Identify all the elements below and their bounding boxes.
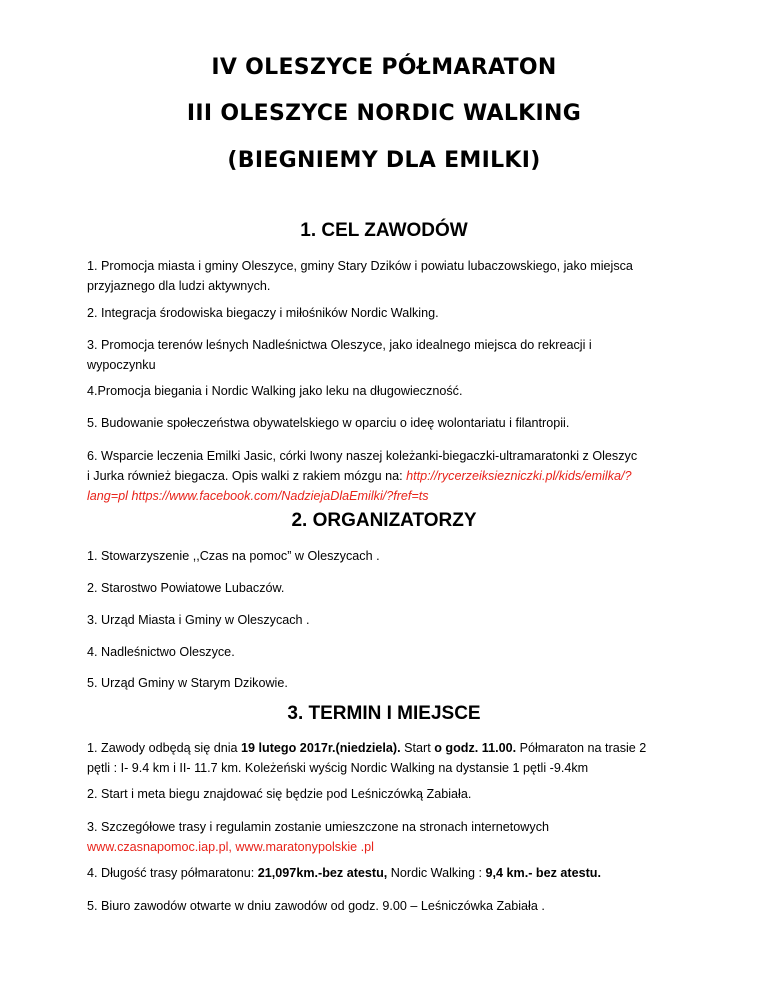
cel-item-4: 4.Promocja biegania i Nordic Walking jako leku na długowieczność. [87,384,463,398]
termin-item-4 [87,863,687,883]
cel-item-6 [87,446,687,506]
heading-organizatorzy: 2. ORGANIZATORZY [291,510,477,531]
cel-item-2: 2. Integracja środowiska biegaczy i miłośników Nordic Walking. [87,306,439,320]
termin-item-1-a: 1. Zawody odbędą się dnia [87,741,242,755]
cel-item-1-line1: 1. Promocja miasta i gminy Oleszyce, gminy Stary Dzików i powiatu lubaczowskiego, jako miejsca [87,259,633,273]
race-date: 19 lutego 2017r.(niedziela). [241,741,401,755]
termin-item-3-line1: 3. Szczegółowe trasy i regulamin zostanie umieszczone na stronach internetowych [87,820,550,834]
organizator-item-3: 3. Urząd Miasta i Gminy w Oleszycach . [87,613,310,627]
title-polmaraton: IV OLESZYCE PÓŁMARATON [211,55,557,80]
cel-item-6-line2: i Jurka również biegacza. Opis walki z rakiem mózgu na: [87,469,407,483]
heading-termin-i-miejsce: 3. TERMIN I MIEJSCE [287,703,481,724]
termin-item-4-a: 4. Długość trasy półmaratonu: [87,866,258,880]
facebook-link[interactable]: lang=pl https://www.facebook.com/NadziejaDlaEmilki/?fref=ts [87,489,429,503]
termin-item-5: 5. Biuro zawodów otwarte w dniu zawodów od godz. 9.00 – Leśniczówka Zabiała . [87,899,545,913]
title-nordic-walking: III OLESZYCE NORDIC WALKING [186,101,582,126]
start-time: o godz. 11.00. [434,741,517,755]
heading-cel-zawodow: 1. CEL ZAWODÓW [300,220,468,241]
cel-item-1 [87,256,687,296]
termin-item-2: 2. Start i meta biegu znajdować się będzie pod Leśniczówką Zabiała. [87,787,472,801]
cel-item-5: 5. Budowanie społeczeństwa obywatelskiego w oparciu o ideę wolontariatu i filantropii. [87,416,570,430]
websites-link[interactable]: www.czasnapomoc.iap.pl, www.maratonypolskie .pl [87,840,374,854]
termin-item-1 [87,738,687,778]
cel-item-3-line2: wypoczynku [87,358,156,372]
cel-item-1-line2: przyjaznego dla ludzi aktywnych. [87,279,271,293]
termin-item-1-e: Półmaraton na trasie 2 [516,741,647,755]
emilka-link[interactable]: http://rycerzeiksiezniczki.pl/kids/emilka/? [406,469,632,483]
cel-item-6-line1: 6. Wsparcie leczenia Emilki Jasic, córki Iwony naszej koleżanki-biegaczki-ultramaratonki z Oleszyc [87,449,638,463]
termin-item-1-line2: pętli : I- 9.4 km i II- 11.7 km. Koleżeński wyścig Nordic Walking na dystansie 1 pętli -9.4km [87,761,589,775]
organizator-item-4: 4. Nadleśnictwo Oleszyce. [87,645,235,659]
termin-item-1-c: Start [400,741,435,755]
nordic-walking-distance: 9,4 km.- bez atestu. [485,866,601,880]
title-biegniemy: (BIEGNIEMY DLA EMILKI) [227,148,541,173]
termin-item-3 [87,817,687,857]
half-marathon-distance: 21,097km.-bez atestu, [257,866,388,880]
termin-item-4-c: Nordic Walking : [387,866,486,880]
cel-item-3 [87,335,687,375]
cel-item-3-line1: 3. Promocja terenów leśnych Nadleśnictwa Oleszyce, jako idealnego miejsca do rekreacji i [87,338,592,352]
organizator-item-1: 1. Stowarzyszenie ,,Czas na pomoc” w Oleszycach . [87,549,380,563]
organizator-item-2: 2. Starostwo Powiatowe Lubaczów. [87,581,285,595]
organizator-item-5: 5. Urząd Gminy w Starym Dzikowie. [87,676,288,690]
